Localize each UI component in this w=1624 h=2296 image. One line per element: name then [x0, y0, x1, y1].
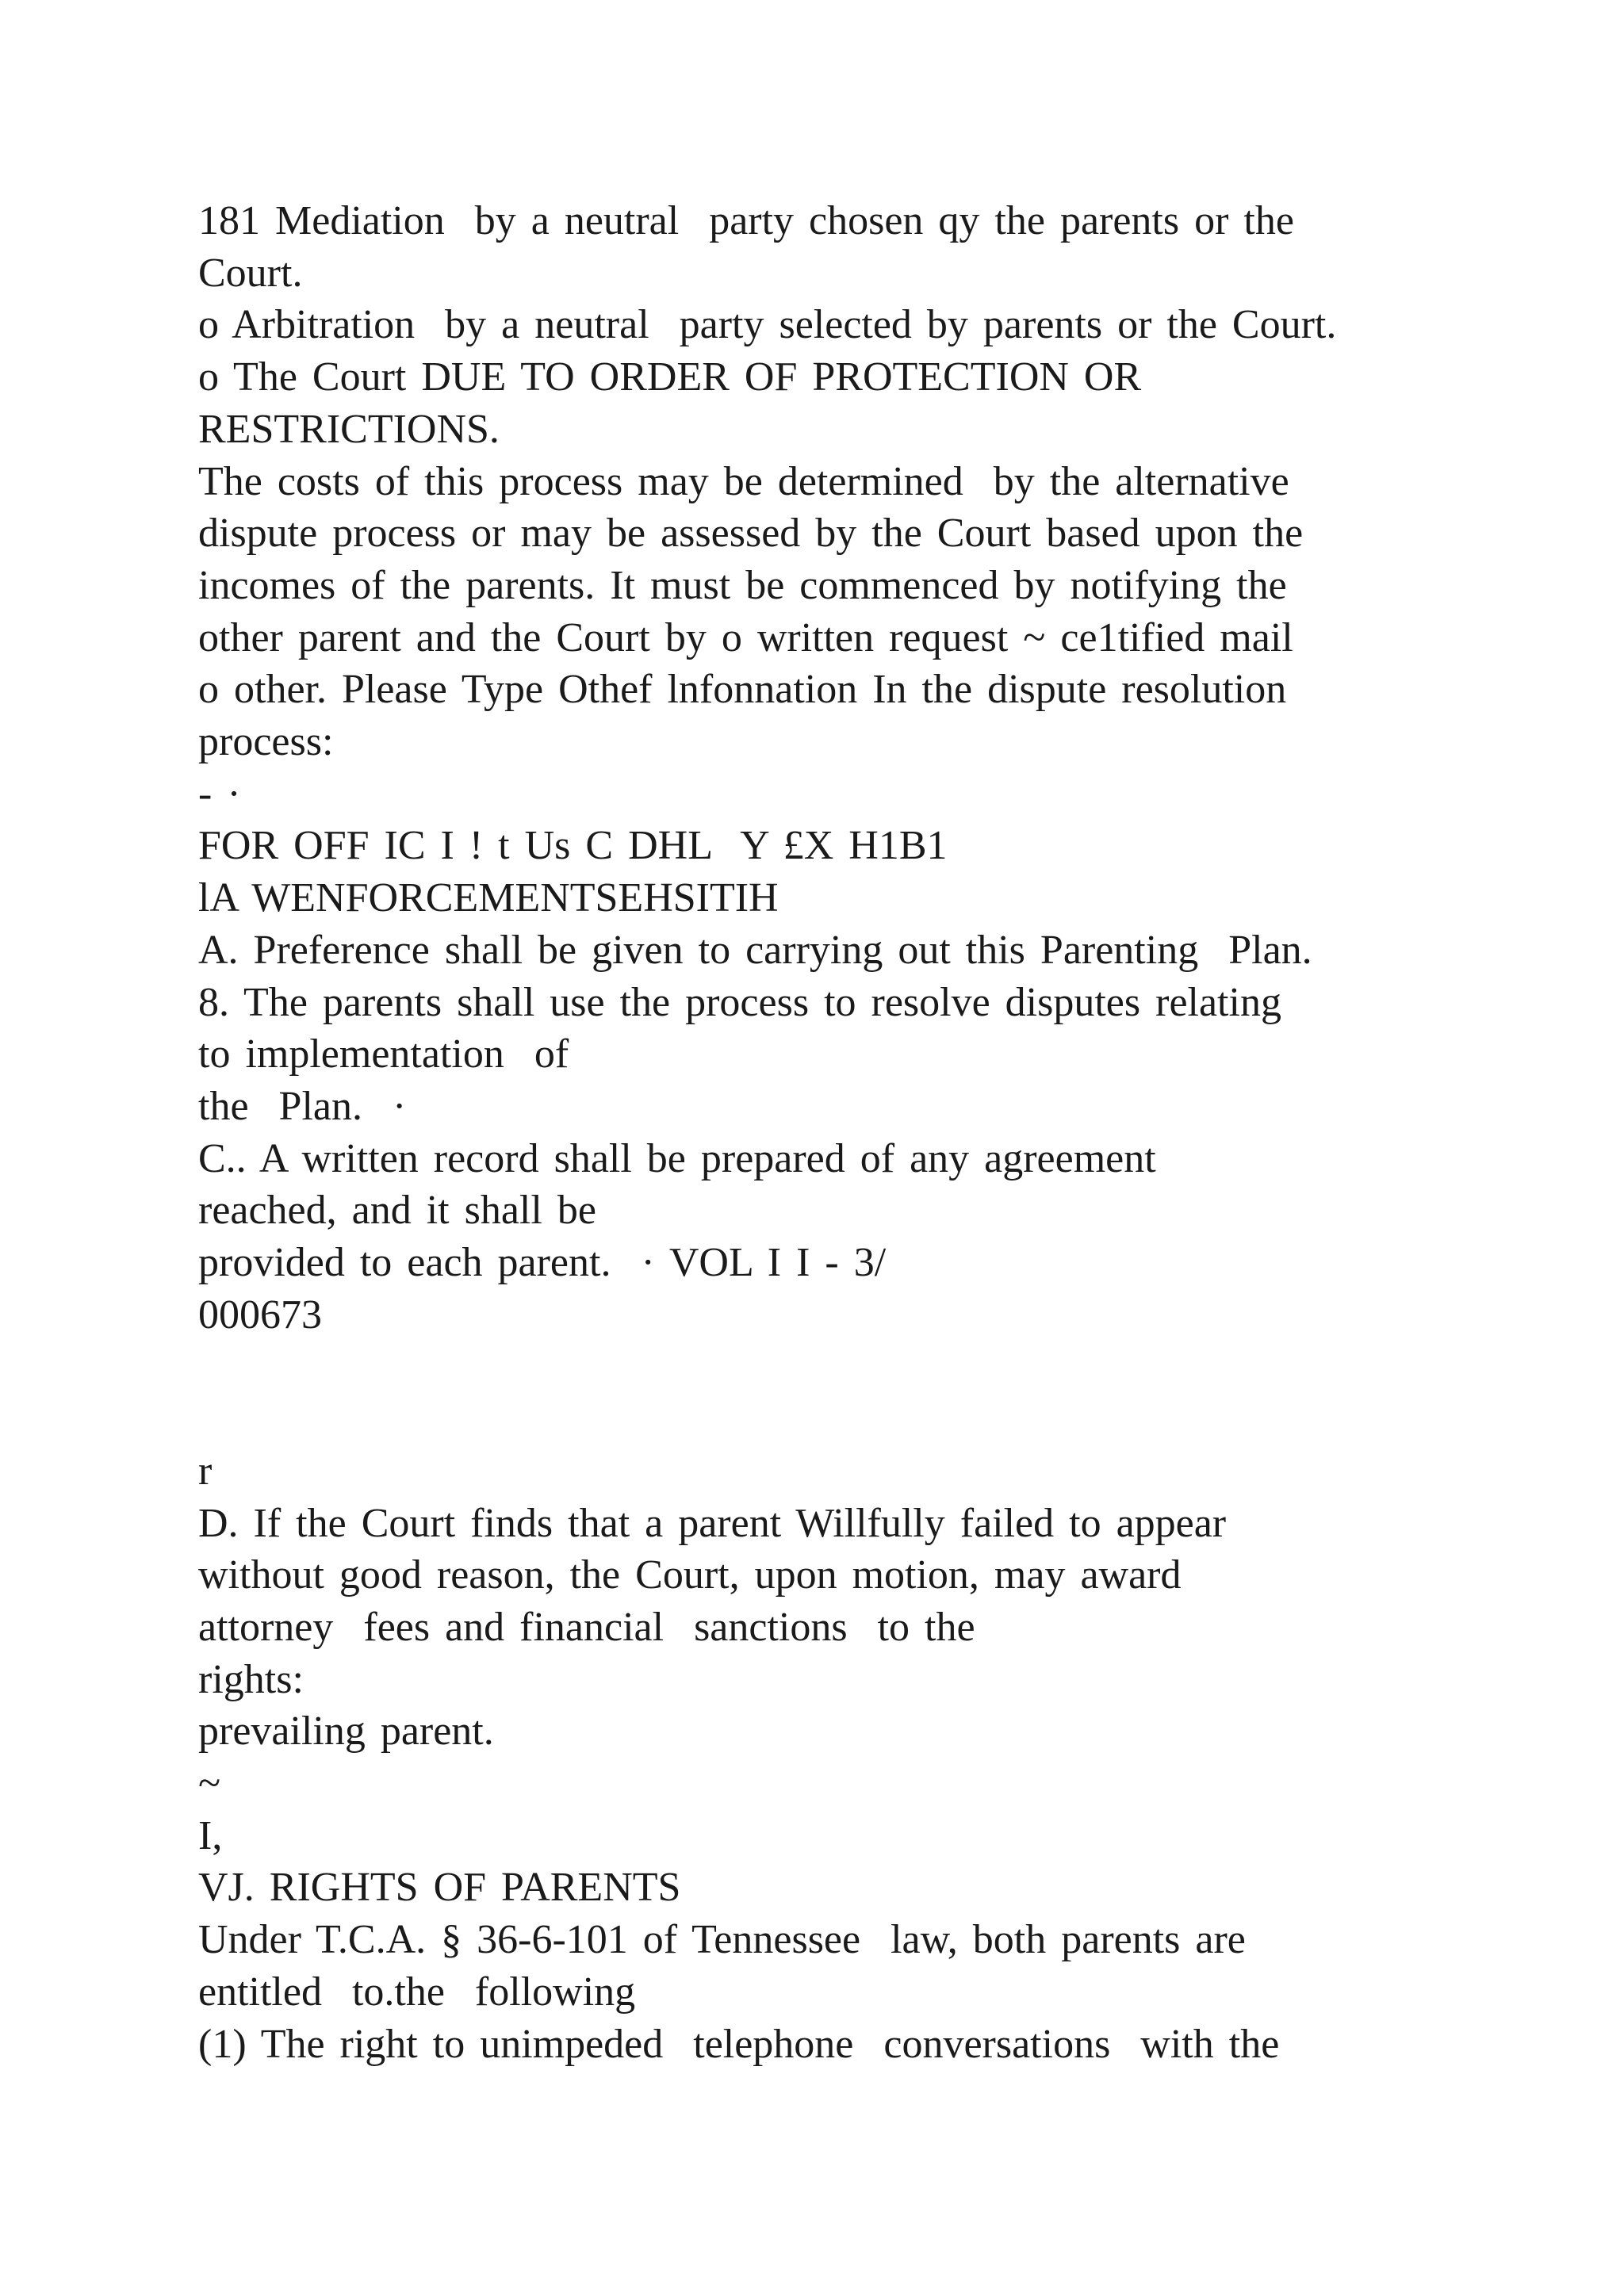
text-line: Court. [198, 250, 303, 296]
section-heading: VJ. RIGHTS OF PARENTS [198, 1865, 681, 1911]
text-line: FOR OFF IC I ! t Us C DHL Y £X H1B1 [198, 823, 948, 869]
text-line: process: [198, 719, 334, 765]
text-line: r [198, 1448, 213, 1494]
text-line: - · [198, 771, 241, 817]
text-line: provided to each parent. · VOL I I - 3/ [198, 1240, 887, 1286]
blank-line [198, 1341, 1499, 1393]
blank-line [198, 1393, 1499, 1445]
text-line: o other. Please Type Othef lnfonnation In the dispute resolution [198, 667, 1287, 713]
text-line: to implementation of [198, 1031, 569, 1077]
text-line: dispute process or may be assessed by the Court based upon the [198, 511, 1304, 557]
text-line: The costs of this process may be determined by the alternative [198, 458, 1289, 504]
text-line: A. Preference shall be given to carrying out this Parenting Plan. [198, 927, 1312, 973]
text-line: I, [198, 1812, 223, 1858]
text-line: without good reason, the Court, upon motion, may award [198, 1552, 1182, 1598]
text-line: o Arbitration by a neutral party selected by parents or the Court. [198, 302, 1337, 348]
text-line: o The Court DUE TO ORDER OF PROTECTION OR [198, 354, 1142, 400]
text-line: lA WENFORCEMENTSEHSITIH [198, 875, 779, 921]
text-line: prevailing parent. [198, 1709, 494, 1755]
text-line: reached, and it shall be [198, 1188, 596, 1234]
text-line: 000673 [198, 1292, 322, 1337]
text-line: other parent and the Court by o written request ~ ce1tified mail [198, 614, 1293, 660]
text-line: attorney fees and financial sanctions to the [198, 1604, 975, 1650]
text-line: entitled to.the following [198, 1969, 636, 2015]
text-line: rights: [198, 1656, 304, 1702]
document-body [198, 195, 1499, 2070]
text-line: 8. The parents shall use the process to resolve disputes relating [198, 979, 1281, 1025]
text-line: ~ [198, 1761, 221, 1807]
text-line: RESTRICTIONS. [198, 406, 500, 452]
text-line: C.. A written record shall be prepared of any agreement [198, 1135, 1156, 1181]
text-line: 181 Mediation by a neutral party chosen qy the parents or the [198, 198, 1294, 243]
text-line: Under T.C.A. § 36-6-101 of Tennessee law, both parents are [198, 1917, 1246, 1963]
text-line: D. If the Court finds that a parent Willfully failed to appear [198, 1500, 1227, 1546]
text-line: (1) The right to unimpeded telephone conversations with the [198, 2021, 1280, 2067]
text-line: incomes of the parents. It must be commenced by notifying the [198, 562, 1287, 608]
text-line: the Plan. · [198, 1083, 407, 1129]
